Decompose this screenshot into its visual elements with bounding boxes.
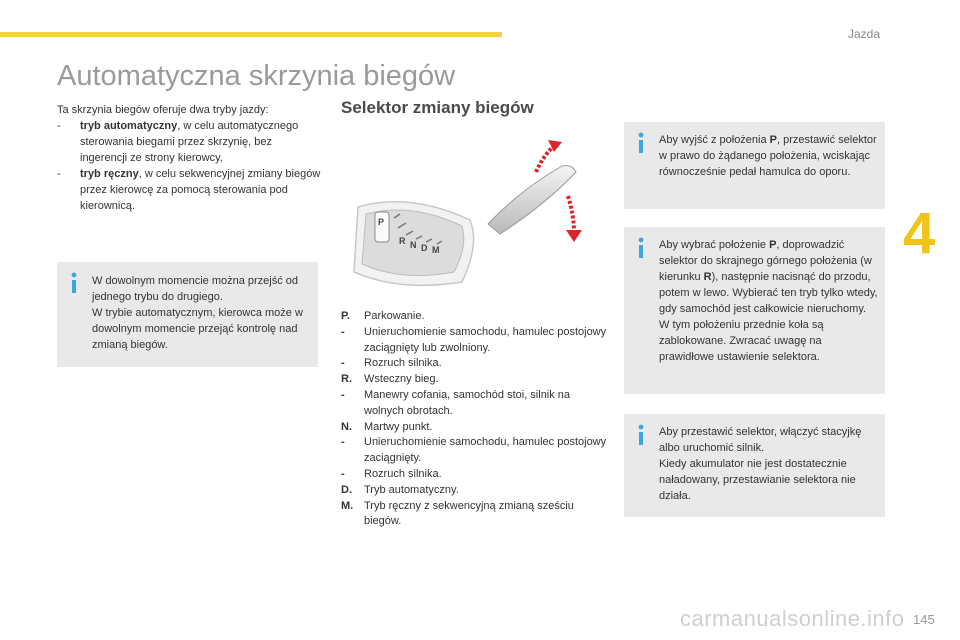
info-box-mode-switch: [57, 262, 318, 367]
list-item: M. Tryb ręczny z sekwencyjną zmianą sześciu biegów.: [341, 499, 574, 528]
list-item: - Manewry cofania, samochód stoi, silnik na wolnych obrotach.: [341, 388, 571, 417]
list-item: - Rozruch silnika.: [341, 357, 442, 370]
chapter-number: 4: [903, 201, 936, 266]
header-accent-bar: [0, 32, 502, 37]
info-icon: [636, 237, 646, 259]
gate-p-label: P: [378, 217, 385, 227]
mode-list: [57, 118, 322, 214]
list-item: R. Wsteczny bieg.: [341, 373, 439, 386]
info-icon: [69, 272, 79, 294]
info-icon: [636, 132, 646, 154]
selector-lever: [488, 166, 576, 234]
list-item: - Unieruchomienie samochodu, hamulec postojowy zaciągnięty lub zwolniony.: [341, 325, 607, 354]
section-label: Jazda: [848, 27, 881, 41]
info-box-ignition: [624, 414, 885, 517]
list-item: P. Parkowanie.: [341, 310, 425, 322]
page-title: Automatyczna skrzynia biegów: [57, 60, 456, 92]
mode-name: tryb ręczny: [80, 168, 139, 180]
gear-position-list: [341, 309, 611, 530]
list-item: N. Martwy punkt.: [341, 420, 433, 433]
info-box-select-park: [624, 227, 885, 394]
selector-title: Selektor zmiany biegów: [341, 98, 534, 117]
gate-letter-d: D: [421, 243, 428, 253]
mode-item-manual: - tryb ręczny, w celu sekwencyjnej zmiany biegów przez kierowcę za pomocą sterowania pod kierownicą.: [57, 168, 321, 212]
gate-letter-m: M: [432, 245, 440, 255]
info-text: W dowolnym momencie można przejść od jednego trybu do drugiego.: [92, 275, 299, 303]
intro-text: [57, 102, 322, 214]
mode-name: tryb automatyczny: [80, 120, 178, 132]
mode-item-automatic: - tryb automatyczny, w celu automatycznego sterowania biegami przez skrzynię, bez ingerencji ze strony kierowcy,: [57, 120, 299, 164]
watermark: carmanualsonline.info: [680, 606, 905, 631]
info-text: Aby wybrać położenie P, doprowadzić selektor do skrajnego górnego położenia (w kierunku R), następnie nacisnąć do przodu, potem w lewo. Wybierać ten tryb tylko wtedy, gdy samochód jest całkowicie nieruchomy. W tym położeniu przednie koła są zablokowane. Zwracać uwagę na prawidłowe ustawienie selektora.: [659, 239, 878, 363]
gate-letter-r: R: [399, 236, 406, 246]
intro-lead: Ta skrzynia biegów oferuje dwa tryby jazdy:: [57, 104, 269, 116]
gate-letter-n: N: [410, 240, 417, 250]
info-text: Aby wyjść z położenia P, przestawić selektor w prawo do żądanego położenia, wciskając równocześnie pedał hamulca do oporu.: [659, 134, 877, 178]
list-item: - Rozruch silnika.: [341, 467, 442, 480]
info-icon: [636, 424, 646, 446]
arrow-down-icon: [568, 196, 574, 232]
info-box-leave-park: [624, 122, 885, 209]
page-number: 145: [913, 612, 935, 627]
list-item: D. Tryb automatyczny.: [341, 483, 459, 496]
list-item: - Unieruchomienie samochodu, hamulec postojowy zaciągnięty.: [341, 436, 607, 465]
info-text: W trybie automatycznym, kierowca może w dowolnym momencie przejąć kontrolę nad zmianą biegów.: [92, 307, 303, 351]
info-text: Aby przestawić selektor, włączyć stacyjkę albo uruchomić silnik. Kiedy akumulator nie jest dostatecznie naładowany, przestawianie selektora nie działa.: [659, 426, 862, 502]
gear-selector-illustration: [340, 132, 602, 292]
